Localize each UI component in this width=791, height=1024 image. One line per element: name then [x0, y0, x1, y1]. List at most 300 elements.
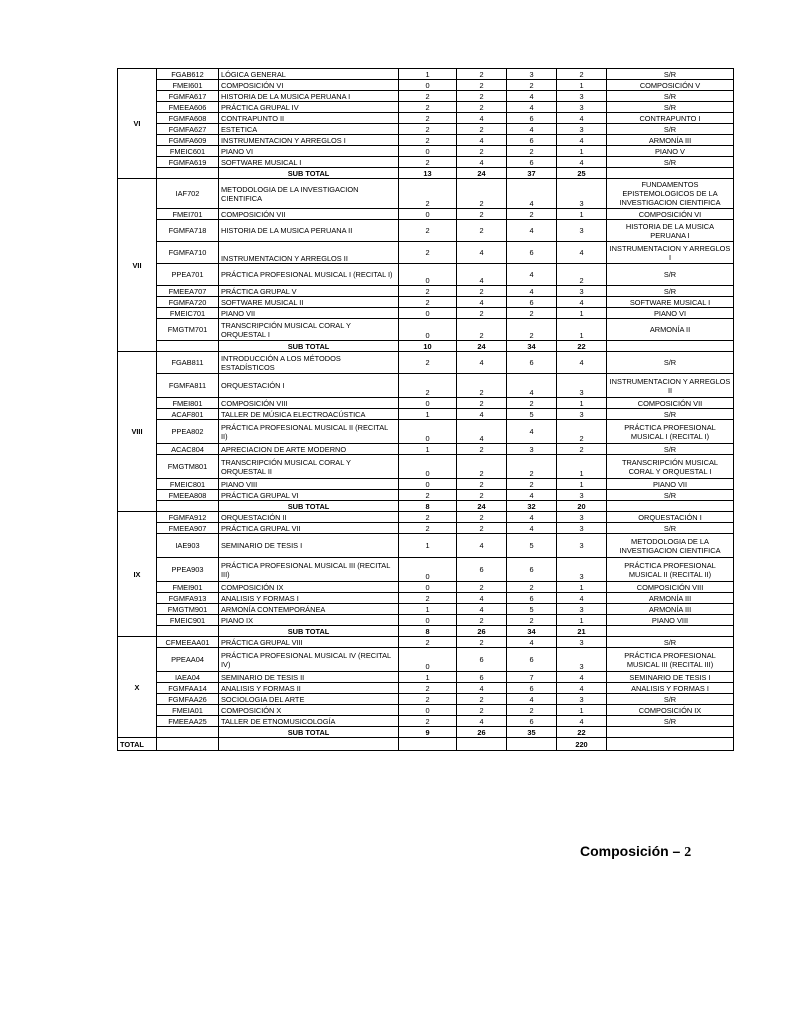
course-name: PRÁCTICA GRUPAL VII: [219, 523, 399, 534]
footer-text: Composición –: [580, 843, 681, 859]
subtotal-value-3: 35: [507, 727, 557, 738]
credit-col-3: 4: [507, 637, 557, 648]
credit-col-2: 4: [457, 604, 507, 615]
credit-col-2: 2: [457, 705, 507, 716]
credit-col-4: 3: [557, 124, 607, 135]
credit-col-1: 0: [399, 582, 457, 593]
prerequisite: S/R: [607, 523, 734, 534]
credit-col-4: 3: [557, 604, 607, 615]
prerequisite: COMPOSICIÓN VI: [607, 209, 734, 220]
subtotal-label: SUB TOTAL: [219, 727, 399, 738]
credit-col-3: 6: [507, 558, 557, 582]
credit-col-1: 2: [399, 637, 457, 648]
prerequisite: ANALISIS Y FORMAS I: [607, 683, 734, 694]
credit-col-2: 4: [457, 135, 507, 146]
subtotal-spacer: [607, 727, 734, 738]
credit-col-3: 6: [507, 716, 557, 727]
semester-label: VI: [118, 69, 157, 179]
course-row: [118, 615, 734, 626]
subtotal-value-4: 20: [557, 501, 607, 512]
credit-col-2: 2: [457, 179, 507, 209]
subtotal-spacer: [157, 168, 219, 179]
prerequisite: METODOLOGIA DE LA INVESTIGACION CIENTIFICA: [607, 534, 734, 558]
credit-col-4: 3: [557, 220, 607, 242]
credit-col-3: 5: [507, 409, 557, 420]
credit-col-2: 6: [457, 558, 507, 582]
subtotal-spacer: [607, 341, 734, 352]
subtotal-spacer: [157, 626, 219, 637]
credit-col-4: 2: [557, 420, 607, 444]
course-row: [118, 455, 734, 479]
course-name: TRANSCRIPCIÓN MUSICAL CORAL Y ORQUESTAL II: [219, 455, 399, 479]
credit-col-3: 2: [507, 582, 557, 593]
course-row: [118, 672, 734, 683]
course-row: [118, 179, 734, 209]
course-code: FMGTM901: [157, 604, 219, 615]
credit-col-4: 1: [557, 319, 607, 341]
course-code: FMGTM701: [157, 319, 219, 341]
credit-col-1: 2: [399, 490, 457, 501]
course-row: [118, 209, 734, 220]
course-name: CONTRAPUNTO II: [219, 113, 399, 124]
prerequisite: S/R: [607, 102, 734, 113]
course-code: FGMFA718: [157, 220, 219, 242]
total-value: 220: [557, 738, 607, 751]
course-row: [118, 716, 734, 727]
credit-col-2: 4: [457, 113, 507, 124]
prerequisite: S/R: [607, 352, 734, 374]
credit-col-3: 2: [507, 209, 557, 220]
prerequisite: INSTRUMENTACION Y ARREGLOS I: [607, 242, 734, 264]
course-row: [118, 113, 734, 124]
credit-col-3: 6: [507, 113, 557, 124]
credit-col-3: 3: [507, 444, 557, 455]
credit-col-3: 4: [507, 512, 557, 523]
course-name: PRÁCTICA PROFESIONAL MUSICAL III (RECITAL III): [219, 558, 399, 582]
total-spacer: [457, 738, 507, 751]
total-spacer: [219, 738, 399, 751]
credit-col-1: 0: [399, 308, 457, 319]
prerequisite: INSTRUMENTACION Y ARREGLOS II: [607, 374, 734, 398]
course-name: PRÁCTICA PROFESIONAL MUSICAL IV (RECITAL IV): [219, 648, 399, 672]
course-name: PRÁCTICA GRUPAL V: [219, 286, 399, 297]
credit-col-4: 3: [557, 648, 607, 672]
course-row: [118, 374, 734, 398]
subtotal-row: [118, 168, 734, 179]
credit-col-4: 3: [557, 558, 607, 582]
prerequisite: ORQUESTACIÓN I: [607, 512, 734, 523]
prerequisite: COMPOSICIÓN VII: [607, 398, 734, 409]
credit-col-2: 2: [457, 91, 507, 102]
course-row: [118, 409, 734, 420]
course-row: [118, 705, 734, 716]
credit-col-4: 3: [557, 490, 607, 501]
prerequisite: S/R: [607, 637, 734, 648]
credit-col-2: 6: [457, 648, 507, 672]
credit-col-4: 4: [557, 672, 607, 683]
credit-col-4: 2: [557, 264, 607, 286]
semester-label: X: [118, 637, 157, 738]
course-code: FMEIC601: [157, 146, 219, 157]
credit-col-4: 3: [557, 91, 607, 102]
subtotal-label: SUB TOTAL: [219, 501, 399, 512]
credit-col-1: 2: [399, 91, 457, 102]
prerequisite: ARMONÍA III: [607, 593, 734, 604]
course-name: COMPOSICIÓN VI: [219, 80, 399, 91]
course-code: FMEI801: [157, 398, 219, 409]
credit-col-4: 3: [557, 512, 607, 523]
course-code: FGMFA912: [157, 512, 219, 523]
course-code: ACAF801: [157, 409, 219, 420]
credit-col-3: 2: [507, 319, 557, 341]
course-row: [118, 582, 734, 593]
credit-col-3: 3: [507, 69, 557, 80]
credit-col-4: 4: [557, 593, 607, 604]
credit-col-1: 2: [399, 286, 457, 297]
prerequisite: S/R: [607, 490, 734, 501]
subtotal-label: SUB TOTAL: [219, 168, 399, 179]
course-code: FGAB612: [157, 69, 219, 80]
credit-col-2: 4: [457, 297, 507, 308]
credit-col-2: 2: [457, 398, 507, 409]
course-code: FGMFA720: [157, 297, 219, 308]
course-name: INSTRUMENTACION Y ARREGLOS I: [219, 135, 399, 146]
credit-col-4: 3: [557, 102, 607, 113]
credit-col-3: 4: [507, 523, 557, 534]
course-name: INTRODUCCIÓN A LOS MÉTODOS ESTADÍSTICOS: [219, 352, 399, 374]
subtotal-value-3: 32: [507, 501, 557, 512]
credit-col-4: 2: [557, 69, 607, 80]
credit-col-1: 2: [399, 694, 457, 705]
course-name: PIANO IX: [219, 615, 399, 626]
credit-col-1: 2: [399, 124, 457, 135]
credit-col-1: 0: [399, 615, 457, 626]
course-name: PIANO VI: [219, 146, 399, 157]
course-row: [118, 558, 734, 582]
credit-col-2: 4: [457, 593, 507, 604]
credit-col-1: 2: [399, 523, 457, 534]
subtotal-value-2: 26: [457, 727, 507, 738]
subtotal-label: SUB TOTAL: [219, 341, 399, 352]
credit-col-2: 2: [457, 694, 507, 705]
course-name: TALLER DE ETNOMUSICOLOGÍA: [219, 716, 399, 727]
course-row: [118, 135, 734, 146]
credit-col-1: 0: [399, 398, 457, 409]
course-code: FMEEA907: [157, 523, 219, 534]
credit-col-2: 2: [457, 523, 507, 534]
credit-col-1: 1: [399, 444, 457, 455]
credit-col-1: 0: [399, 80, 457, 91]
credit-col-1: 2: [399, 716, 457, 727]
course-code: FGAB811: [157, 352, 219, 374]
course-row: [118, 220, 734, 242]
credit-col-4: 4: [557, 716, 607, 727]
credit-col-3: 4: [507, 694, 557, 705]
subtotal-row: [118, 501, 734, 512]
credit-col-3: 4: [507, 220, 557, 242]
total-spacer: [507, 738, 557, 751]
prerequisite: CONTRAPUNTO I: [607, 113, 734, 124]
prerequisite: SOFTWARE MUSICAL I: [607, 297, 734, 308]
credit-col-4: 1: [557, 308, 607, 319]
subtotal-value-1: 9: [399, 727, 457, 738]
credit-col-1: 2: [399, 512, 457, 523]
subtotal-value-2: 24: [457, 168, 507, 179]
prerequisite: PRÁCTICA PROFESIONAL MUSICAL I (RECITAL I): [607, 420, 734, 444]
credit-col-2: 2: [457, 124, 507, 135]
credit-col-4: 4: [557, 113, 607, 124]
course-code: PPEA802: [157, 420, 219, 444]
credit-col-3: 2: [507, 146, 557, 157]
credit-col-3: 5: [507, 604, 557, 615]
credit-col-1: 2: [399, 220, 457, 242]
course-name: SEMINARIO DE TESIS II: [219, 672, 399, 683]
course-code: FGMFA811: [157, 374, 219, 398]
credit-col-3: 2: [507, 479, 557, 490]
credit-col-2: 2: [457, 69, 507, 80]
credit-col-3: 4: [507, 124, 557, 135]
course-name: ANALISIS Y FORMAS I: [219, 593, 399, 604]
prerequisite: PRÁCTICA PROFESIONAL MUSICAL II (RECITAL II): [607, 558, 734, 582]
credit-col-2: 2: [457, 637, 507, 648]
credit-col-2: 2: [457, 479, 507, 490]
course-row: [118, 512, 734, 523]
course-name: PIANO VIII: [219, 479, 399, 490]
course-code: FMEIC701: [157, 308, 219, 319]
course-code: FMEI701: [157, 209, 219, 220]
course-name: METODOLOGIA DE LA INVESTIGACION CIENTIFICA: [219, 179, 399, 209]
credit-col-4: 4: [557, 297, 607, 308]
total-spacer: [399, 738, 457, 751]
total-spacer: [607, 738, 734, 751]
credit-col-4: 1: [557, 582, 607, 593]
credit-col-2: 2: [457, 444, 507, 455]
course-code: FGMFA617: [157, 91, 219, 102]
subtotal-value-4: 25: [557, 168, 607, 179]
course-code: PPEAA04: [157, 648, 219, 672]
credit-col-4: 4: [557, 157, 607, 168]
credit-col-3: 6: [507, 242, 557, 264]
subtotal-value-2: 24: [457, 501, 507, 512]
credit-col-2: 4: [457, 264, 507, 286]
course-row: [118, 102, 734, 113]
subtotal-spacer: [157, 501, 219, 512]
subtotal-row: [118, 341, 734, 352]
curriculum-table-body: [118, 69, 734, 751]
page-number: 2: [684, 845, 692, 860]
credit-col-2: 2: [457, 209, 507, 220]
credit-col-4: 3: [557, 409, 607, 420]
credit-col-3: 4: [507, 264, 557, 286]
course-row: [118, 604, 734, 615]
subtotal-row: [118, 626, 734, 637]
credit-col-1: 1: [399, 672, 457, 683]
prerequisite: ARMONÍA III: [607, 135, 734, 146]
course-code: FGMFAA26: [157, 694, 219, 705]
subtotal-value-1: 8: [399, 626, 457, 637]
credit-col-4: 2: [557, 444, 607, 455]
credit-col-1: 0: [399, 558, 457, 582]
semester-label: VIII: [118, 352, 157, 512]
course-row: [118, 534, 734, 558]
credit-col-2: 2: [457, 512, 507, 523]
subtotal-value-4: 22: [557, 727, 607, 738]
credit-col-3: 4: [507, 91, 557, 102]
prerequisite: S/R: [607, 91, 734, 102]
course-row: [118, 146, 734, 157]
course-row: [118, 593, 734, 604]
course-row: [118, 69, 734, 80]
credit-col-1: 1: [399, 604, 457, 615]
credit-col-4: 3: [557, 374, 607, 398]
credit-col-4: 3: [557, 286, 607, 297]
credit-col-3: 2: [507, 398, 557, 409]
credit-col-4: 1: [557, 80, 607, 91]
total-row: [118, 738, 734, 751]
prerequisite: S/R: [607, 444, 734, 455]
credit-col-3: 2: [507, 615, 557, 626]
credit-col-3: 4: [507, 420, 557, 444]
subtotal-value-3: 37: [507, 168, 557, 179]
course-code: ACAC804: [157, 444, 219, 455]
prerequisite: ARMONÍA II: [607, 319, 734, 341]
prerequisite: COMPOSICIÓN V: [607, 80, 734, 91]
credit-col-1: 0: [399, 319, 457, 341]
credit-col-1: 0: [399, 209, 457, 220]
prerequisite: PRÁCTICA PROFESIONAL MUSICAL III (RECITAL III): [607, 648, 734, 672]
course-name: HISTORIA DE LA MUSICA PERUANA I: [219, 91, 399, 102]
credit-col-2: 4: [457, 242, 507, 264]
course-code: FGMFA619: [157, 157, 219, 168]
course-code: FGMFA609: [157, 135, 219, 146]
course-row: [118, 683, 734, 694]
course-row: [118, 648, 734, 672]
course-code: CFMEEAA01: [157, 637, 219, 648]
credit-col-1: 2: [399, 113, 457, 124]
prerequisite: S/R: [607, 286, 734, 297]
course-row: [118, 444, 734, 455]
course-name: SOCIOLOGIA DEL ARTE: [219, 694, 399, 705]
credit-col-3: 6: [507, 648, 557, 672]
credit-col-3: 6: [507, 593, 557, 604]
course-code: FMEI601: [157, 80, 219, 91]
course-row: [118, 319, 734, 341]
course-name: PRÁCTICA PROFESIONAL MUSICAL I (RECITAL I): [219, 264, 399, 286]
credit-col-2: 2: [457, 146, 507, 157]
course-row: [118, 297, 734, 308]
credit-col-1: 2: [399, 374, 457, 398]
course-name: SOFTWARE MUSICAL II: [219, 297, 399, 308]
credit-col-2: 4: [457, 534, 507, 558]
course-name: ORQUESTACIÓN II: [219, 512, 399, 523]
subtotal-spacer: [607, 626, 734, 637]
prerequisite: S/R: [607, 157, 734, 168]
credit-col-3: 4: [507, 286, 557, 297]
credit-col-2: 4: [457, 683, 507, 694]
prerequisite: S/R: [607, 69, 734, 80]
subtotal-value-3: 34: [507, 626, 557, 637]
credit-col-2: 6: [457, 672, 507, 683]
course-code: FMEEA808: [157, 490, 219, 501]
credit-col-2: 2: [457, 80, 507, 91]
credit-col-2: 2: [457, 455, 507, 479]
subtotal-value-1: 10: [399, 341, 457, 352]
course-row: [118, 352, 734, 374]
prerequisite: PIANO VII: [607, 479, 734, 490]
course-code: FGMFA913: [157, 593, 219, 604]
page-footer: [580, 843, 691, 861]
credit-col-4: 1: [557, 455, 607, 479]
course-code: IAE903: [157, 534, 219, 558]
prerequisite: S/R: [607, 694, 734, 705]
prerequisite: PIANO VI: [607, 308, 734, 319]
course-row: [118, 80, 734, 91]
subtotal-label: SUB TOTAL: [219, 626, 399, 637]
prerequisite: COMPOSICIÓN VIII: [607, 582, 734, 593]
credit-col-2: 2: [457, 582, 507, 593]
prerequisite: PIANO V: [607, 146, 734, 157]
course-code: IAF702: [157, 179, 219, 209]
credit-col-4: 3: [557, 523, 607, 534]
credit-col-4: 3: [557, 694, 607, 705]
subtotal-value-2: 24: [457, 341, 507, 352]
course-code: FMEEA606: [157, 102, 219, 113]
credit-col-1: 1: [399, 534, 457, 558]
subtotal-spacer: [607, 501, 734, 512]
subtotal-value-1: 8: [399, 501, 457, 512]
subtotal-value-4: 21: [557, 626, 607, 637]
credit-col-3: 4: [507, 102, 557, 113]
course-row: [118, 523, 734, 534]
credit-col-4: 1: [557, 479, 607, 490]
credit-col-2: 2: [457, 490, 507, 501]
course-row: [118, 420, 734, 444]
course-name: COMPOSICIÓN VIII: [219, 398, 399, 409]
credit-col-1: 2: [399, 593, 457, 604]
credit-col-1: 2: [399, 352, 457, 374]
subtotal-value-4: 22: [557, 341, 607, 352]
course-code: FGMFA710: [157, 242, 219, 264]
course-name: TALLER DE MÚSICA ELECTROACÚSTICA: [219, 409, 399, 420]
course-code: FGMFAA14: [157, 683, 219, 694]
credit-col-3: 6: [507, 683, 557, 694]
course-name: INSTRUMENTACION Y ARREGLOS II: [219, 242, 399, 264]
course-name: ARMONÍA CONTEMPORÁNEA: [219, 604, 399, 615]
credit-col-4: 1: [557, 705, 607, 716]
course-row: [118, 91, 734, 102]
credit-col-2: 4: [457, 409, 507, 420]
credit-col-1: 0: [399, 705, 457, 716]
course-name: TRANSCRIPCIÓN MUSICAL CORAL Y ORQUESTAL I: [219, 319, 399, 341]
credit-col-1: 0: [399, 479, 457, 490]
subtotal-spacer: [157, 727, 219, 738]
credit-col-3: 4: [507, 490, 557, 501]
credit-col-4: 3: [557, 637, 607, 648]
credit-col-1: 0: [399, 455, 457, 479]
total-label: TOTAL: [118, 738, 157, 751]
course-code: PPEA903: [157, 558, 219, 582]
credit-col-1: 1: [399, 69, 457, 80]
credit-col-1: 2: [399, 242, 457, 264]
prerequisite: HISTORIA DE LA MUSICA PERUANA I: [607, 220, 734, 242]
credit-col-1: 2: [399, 102, 457, 113]
course-row: [118, 637, 734, 648]
course-code: PPEA701: [157, 264, 219, 286]
credit-col-2: 2: [457, 374, 507, 398]
credit-col-1: 0: [399, 146, 457, 157]
course-row: [118, 694, 734, 705]
course-row: [118, 124, 734, 135]
